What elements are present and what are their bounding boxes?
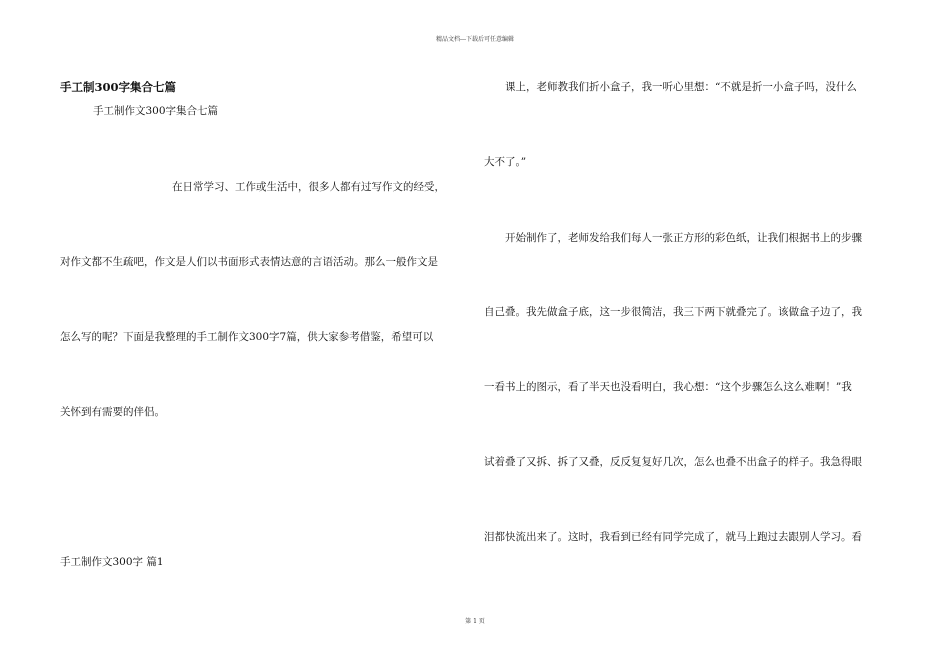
page-header: 精品文档---下载后可任意编辑 (435, 36, 515, 43)
paragraph-line: 一看书上的图示，看了半天也没看明白，我心想：“这个步骤怎么这么难啊！”我 (484, 381, 852, 393)
paragraph-line: 泪都快流出来了。这时，我看到已经有同学完成了，就马上跑过去跟别人学习。看 (484, 531, 862, 543)
document-subtitle: 手工制作文300字集合七篇 (93, 105, 219, 117)
paragraph-line: 开始制作了，老师发给我们每人一张正方形的彩色纸，让我们根据书上的步骤 (505, 232, 862, 244)
section-heading: 手工制作文300字 篇1 (60, 556, 164, 568)
paragraph-line: 试着叠了又拆、拆了又叠，反反复复好几次，怎么也叠不出盒子的样子。我急得眼 (484, 456, 862, 468)
document-title: 手工制300字集合七篇 (60, 80, 177, 94)
paragraph-line: 大不了。” (484, 156, 527, 168)
paragraph-line: 自己叠。我先做盒子底，这一步很简洁，我三下两下就叠完了。该做盒子边了，我 (484, 306, 862, 318)
paragraph-line: 在日常学习、工作或生活中，很多人都有过写作文的经受， (172, 181, 445, 193)
paragraph-line: 关怀到有需要的伴侣。 (60, 406, 165, 418)
paragraph-line: 怎么写的呢？下面是我整理的手工制作文300字7篇，供大家参考借鉴，希望可以 (60, 331, 434, 343)
paragraph-line: 课上，老师教我们折小盒子，我一听心里想：“不就是折一小盒子吗，没什么 (505, 81, 857, 93)
paragraph-line: 对作文都不生疏吧，作文是人们以书面形式表情达意的言语活动。那么一般作文是 (60, 256, 438, 268)
page-footer: 第 1 页 (465, 618, 485, 625)
